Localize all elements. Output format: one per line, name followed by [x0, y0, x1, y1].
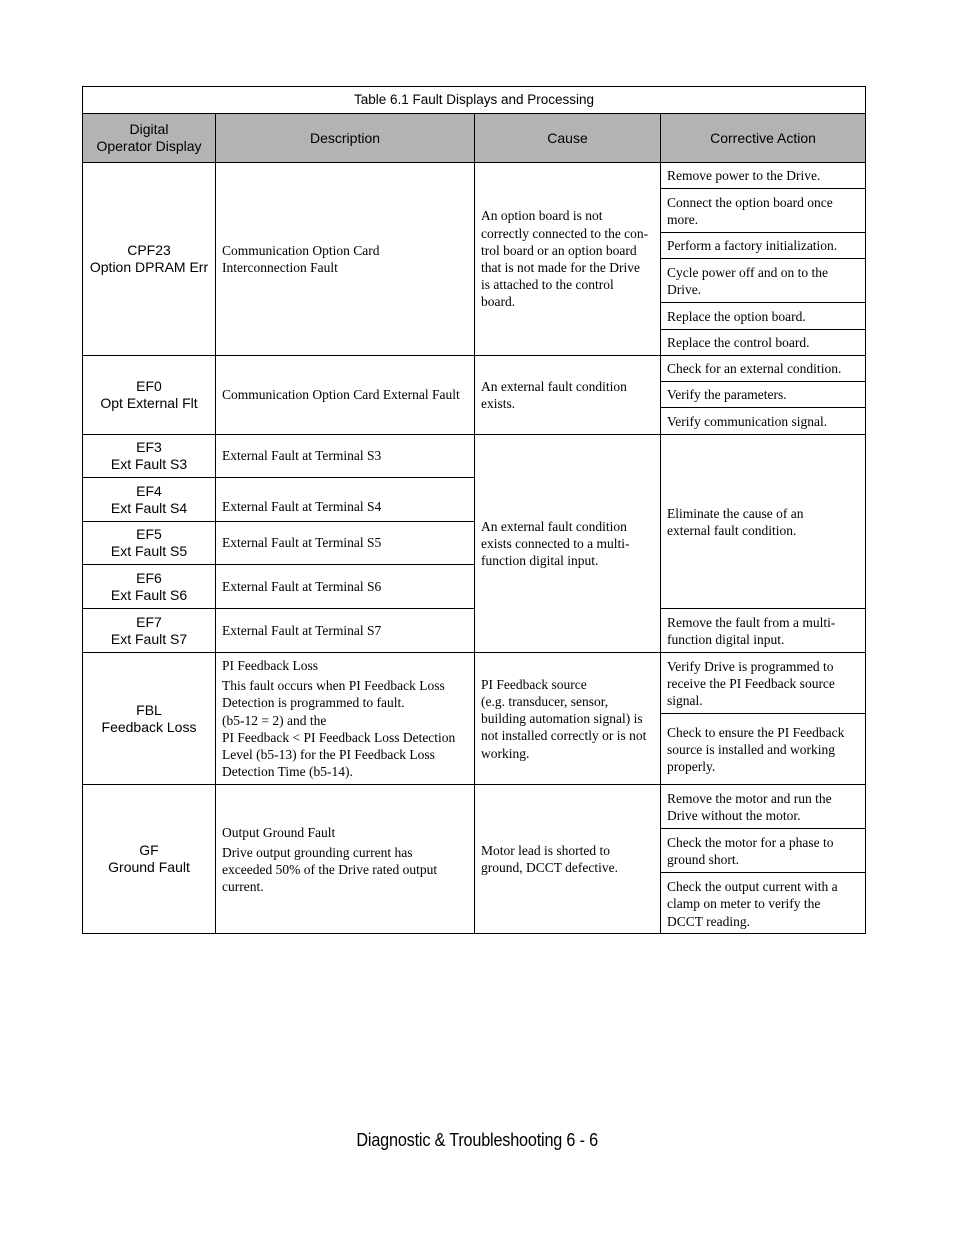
action-line: Connect the option board once	[667, 194, 833, 210]
action-gf-2	[661, 829, 866, 873]
display-gf	[83, 785, 216, 934]
page-footer	[0, 1130, 954, 1151]
cause-line: that is not made for the Drive	[481, 260, 640, 275]
header-display-line2: Operator Display	[96, 138, 202, 154]
fault-code: CPF23	[127, 242, 171, 258]
action-line: Cycle power off and on to the	[667, 264, 828, 280]
display-ef7	[83, 609, 216, 653]
cause-line: not installed correctly or is not	[481, 728, 647, 744]
action-line: Check to ensure the PI Feedback	[667, 724, 845, 740]
action-line: more.	[667, 212, 699, 227]
fault-table	[82, 86, 866, 934]
action-line: signal.	[667, 692, 703, 708]
action-line: properly.	[667, 759, 716, 775]
action-line: Remove power to the Drive.	[667, 168, 821, 184]
cause-line: building automation signal) is	[481, 711, 643, 727]
description-ef4	[216, 478, 475, 522]
cause-line: (e.g. transducer, sensor,	[481, 693, 609, 709]
fault-name: Ext Fault S3	[110, 456, 188, 472]
description-fbl	[216, 653, 475, 785]
cause-line: PI Feedback source	[481, 676, 587, 692]
desc-line: Communication Option Card External Fault	[222, 387, 460, 403]
action-cpf23-1	[661, 163, 866, 189]
display-ef3	[83, 435, 216, 478]
action-line: Verify Drive is programmed to	[667, 658, 834, 674]
action-line: Eliminate the cause of an	[667, 505, 804, 521]
desc-line: External Fault at Terminal S6	[222, 578, 382, 594]
cause-line: exists connected to a multi-	[481, 535, 630, 551]
desc-line: This fault occurs when PI Feedback Loss	[222, 678, 445, 694]
fault-code: EF5	[136, 526, 162, 542]
description-ef6	[216, 565, 475, 609]
action-line: source is installed and working	[667, 741, 835, 757]
desc-line: External Fault at Terminal S5	[222, 535, 382, 551]
fault-code: EF6	[136, 569, 162, 586]
action-line: Drive without the motor.	[667, 808, 801, 824]
cause-line: An external fault condition	[481, 378, 627, 394]
fault-name: Ext Fault S5	[110, 543, 188, 559]
fault-name: Opt External Flt	[100, 395, 198, 411]
cause-ef0	[475, 356, 661, 435]
header-description: Description	[216, 114, 475, 163]
action-line: receive the PI Feedback source	[667, 675, 835, 691]
cause-line: is attached to the control	[481, 277, 614, 293]
action-line: ground short.	[667, 852, 739, 868]
desc-title: PI Feedback Loss	[222, 658, 318, 673]
cause-line: correctly connected to the con-	[481, 225, 649, 241]
fault-name: Option DPRAM Err	[89, 259, 209, 275]
action-ef0-2	[661, 382, 866, 408]
action-line: function digital input.	[667, 632, 785, 647]
description-ef7	[216, 609, 475, 653]
action-ext-1	[661, 435, 866, 609]
fault-code: GF	[139, 842, 159, 859]
cause-line: trol board or an option board	[481, 242, 637, 258]
desc-line: Interconnection Fault	[222, 260, 338, 275]
fault-code: EF4	[136, 482, 162, 499]
fault-table-container	[82, 86, 865, 934]
action-cpf23-2	[661, 189, 866, 233]
desc-line: Drive output grounding current has	[222, 844, 413, 860]
action-line: Check for an external condition.	[667, 361, 842, 377]
cause-fbl	[475, 653, 661, 785]
display-ef4	[83, 478, 216, 522]
fault-name: Ext Fault S7	[110, 630, 188, 647]
header-cause: Cause	[475, 114, 661, 163]
description-gf	[216, 785, 475, 934]
cause-line: ground, DCCT defective.	[481, 860, 618, 876]
desc-title: Output Ground Fault	[222, 824, 336, 840]
cause-line: An external fault condition	[481, 518, 627, 534]
action-fbl-1	[661, 653, 866, 714]
action-line: Drive.	[667, 282, 702, 297]
table-caption: Table 6.1 Fault Displays and Processing	[83, 87, 866, 114]
header-display-line1: Digital	[129, 121, 169, 137]
action-ef0-1	[661, 356, 866, 382]
display-cpf23	[83, 163, 216, 356]
desc-line: exceeded 50% of the Drive rated output	[222, 861, 438, 877]
cause-line: exists.	[481, 396, 516, 411]
action-line: Verify the parameters.	[667, 387, 787, 403]
cause-line: board.	[481, 294, 516, 310]
action-cpf23-5	[661, 303, 866, 330]
action-line: Remove the fault from a multi-	[667, 614, 836, 630]
action-line: clamp on meter to verify the	[667, 896, 821, 912]
desc-line: Detection is programmed to fault.	[222, 695, 405, 711]
cause-ext	[475, 435, 661, 653]
fault-code: EF3	[136, 439, 162, 455]
action-line: Remove the motor and run the	[667, 791, 832, 807]
display-ef5	[83, 522, 216, 565]
description-ef5	[216, 522, 475, 565]
action-cpf23-3	[661, 233, 866, 259]
desc-line: External Fault at Terminal S4	[222, 498, 382, 514]
desc-line: External Fault at Terminal S3	[222, 448, 382, 464]
desc-line: (b5-12 = 2) and the	[222, 712, 327, 728]
cause-line: working.	[481, 745, 530, 761]
fault-code: EF0	[136, 378, 162, 394]
action-gf-3	[661, 873, 866, 934]
footer-text: Diagnostic & Troubleshooting 6 - 6	[356, 1130, 598, 1150]
fault-code: EF7	[136, 613, 162, 630]
cause-cpf23	[475, 163, 661, 356]
action-line: external fault condition.	[667, 523, 797, 538]
desc-line: Detection Time (b5-14).	[222, 764, 353, 780]
action-cpf23-6	[661, 330, 866, 356]
display-ef0	[83, 356, 216, 435]
display-ef6	[83, 565, 216, 609]
fault-name: Feedback Loss	[101, 718, 197, 735]
action-line: Check the output current with a	[667, 879, 838, 895]
fault-code: FBL	[136, 701, 162, 718]
action-line: Replace the control board.	[667, 335, 810, 351]
desc-line: Level (b5-13) for the PI Feedback Loss	[222, 747, 435, 763]
description-ef0	[216, 356, 475, 435]
display-fbl	[83, 653, 216, 785]
desc-line: External Fault at Terminal S7	[222, 622, 382, 638]
header-display	[83, 114, 216, 163]
cause-line: function digital input.	[481, 553, 599, 569]
action-line: Verify communication signal.	[667, 413, 828, 429]
description-ef3	[216, 435, 475, 478]
cause-line: Motor lead is shorted to	[481, 843, 610, 859]
cause-line: An option board is not	[481, 208, 603, 224]
desc-line: current.	[222, 879, 264, 895]
action-fbl-2	[661, 713, 866, 785]
action-cpf23-4	[661, 259, 866, 303]
description-cpf23	[216, 163, 475, 356]
action-ext-2	[661, 609, 866, 653]
cause-gf	[475, 785, 661, 934]
fault-name: Ext Fault S4	[110, 499, 188, 516]
action-line: DCCT reading.	[667, 913, 750, 929]
action-line: Perform a factory initialization.	[667, 238, 838, 254]
fault-name: Ext Fault S6	[110, 586, 188, 603]
header-action: Corrective Action	[661, 114, 866, 163]
desc-line: PI Feedback < PI Feedback Loss Detection	[222, 729, 456, 745]
fault-name: Ground Fault	[108, 859, 190, 876]
desc-line: Communication Option Card	[222, 242, 380, 258]
action-line: Check the motor for a phase to	[667, 835, 834, 851]
action-line: Replace the option board.	[667, 308, 806, 324]
action-ef0-3	[661, 408, 866, 435]
action-gf-1	[661, 785, 866, 829]
